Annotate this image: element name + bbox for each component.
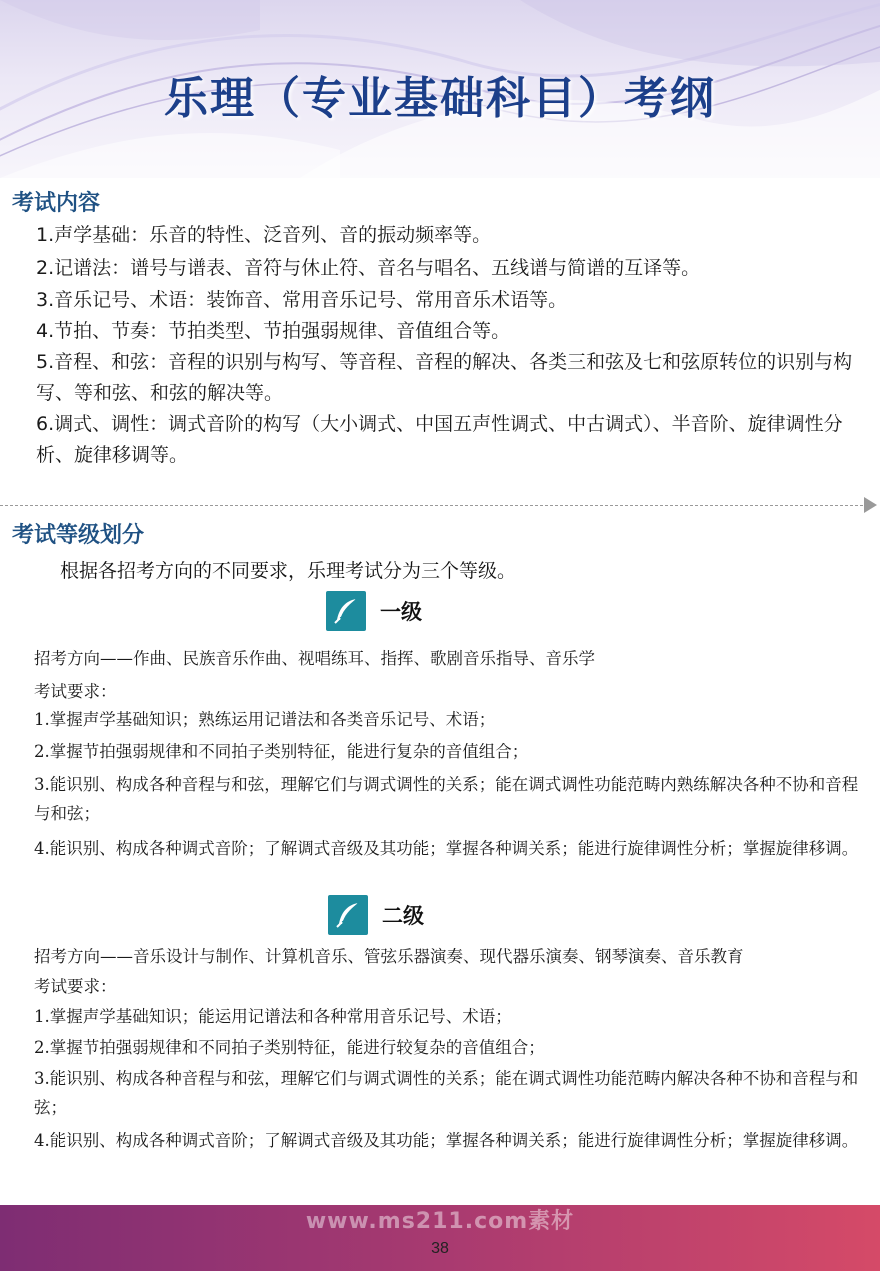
requirement-item: 2.掌握节拍强弱规律和不同拍子类别特征，能进行较复杂的音值组合； — [34, 1038, 545, 1057]
level-label: 二级 — [382, 904, 424, 928]
content-item: 4.节拍、节奏：节拍类型、节拍强弱规律、音值组合等。 — [36, 320, 511, 342]
level-label: 一级 — [380, 600, 422, 624]
levels-intro: 根据各招考方向的不同要求，乐理考试分为三个等级。 — [60, 560, 517, 582]
requirement-item: 4.能识别、构成各种调式音阶；了解调式音级及其功能；掌握各种调关系；能进行旋律调性分析；掌握旋律移调。 — [34, 839, 859, 858]
requirement-item: 1.掌握声学基础知识；熟练运用记谱法和各类音乐记号、术语； — [34, 710, 496, 729]
level-direction: 招考方向——音乐设计与制作、计算机音乐、管弦乐器演奏、现代器乐演奏、钢琴演奏、音乐教育 — [34, 947, 744, 966]
section-heading-level-division: 考试等级划分 — [12, 523, 145, 548]
page-title: 乐理（专业基础科目）考纲 — [164, 73, 716, 124]
content-item: 6.调式、调性：调式音阶的构写（大小调式、中国五声性调式、中古调式）、半音阶、旋律调性分析、旋律移调等。 — [36, 413, 843, 466]
watermark: www.ms211.com素材 — [305, 1209, 575, 1234]
section-divider — [0, 505, 868, 506]
content-item: 1.声学基础：乐音的特性、泛音列、音的振动频率等。 — [36, 224, 492, 246]
requirement-item: 1.掌握声学基础知识；能运用记谱法和各种常用音乐记号、术语； — [34, 1007, 512, 1026]
requirement-item: 3.能识别、构成各种音程与和弦，理解它们与调式调性的关系；能在调式调性功能范畴内解决各种不协和音程与和弦； — [34, 1069, 859, 1117]
page-number: 38 — [431, 1240, 449, 1257]
quill-feather-icon — [326, 591, 366, 631]
content-item: 5.音程、和弦：音程的识别与构写、等音程、音程的解决、各类三和弦及七和弦原转位的识别与构写、等和弦、和弦的解决等。 — [36, 351, 853, 404]
content-item: 3.音乐记号、术语：装饰音、常用音乐记号、常用音乐术语等。 — [36, 289, 568, 311]
content-item: 2.记谱法：谱号与谱表、音符与休止符、音名与唱名、五线谱与简谱的互译等。 — [36, 257, 701, 279]
level-title-1 — [326, 591, 422, 631]
requirements-heading: 考试要求： — [34, 682, 117, 701]
requirements-heading: 考试要求： — [34, 977, 117, 996]
level-direction: 招考方向——作曲、民族音乐作曲、视唱练耳、指挥、歌剧音乐指导、音乐学 — [34, 649, 595, 668]
quill-feather-icon — [328, 895, 368, 935]
level-title-2 — [328, 895, 424, 935]
requirement-item: 2.掌握节拍强弱规律和不同拍子类别特征，能进行复杂的音值组合； — [34, 742, 529, 761]
section-heading-exam-content: 考试内容 — [12, 191, 101, 216]
divider-arrow-icon — [864, 497, 877, 513]
header-banner — [0, 0, 880, 178]
requirement-item: 4.能识别、构成各种调式音阶；了解调式音级及其功能；掌握各种调关系；能进行旋律调性分析；掌握旋律移调。 — [34, 1131, 859, 1150]
requirement-item: 3.能识别、构成各种音程与和弦，理解它们与调式调性的关系；能在调式调性功能范畴内熟练解决各种不协和音程与和弦； — [34, 775, 859, 823]
